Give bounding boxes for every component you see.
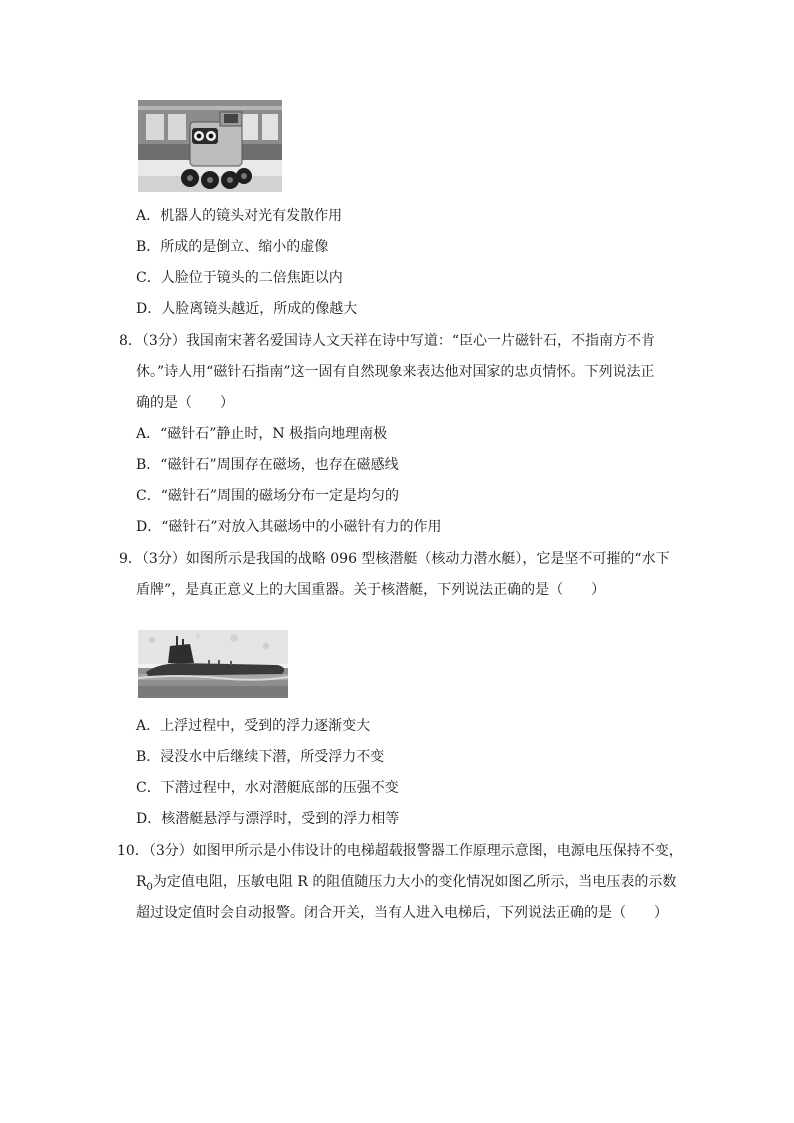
q8-option-d: D．“磁针石”对放入其磁场中的小磁针有力的作用 <box>136 519 442 535</box>
robot-image <box>138 100 282 192</box>
submarine-image <box>138 630 288 698</box>
q7-option-d: D．人脸离镜头越近，所成的像越大 <box>136 301 358 317</box>
q8-option-c: C．“磁针石”周围的磁场分布一定是均匀的 <box>136 488 400 504</box>
q9-option-b: B．浸没水中后继续下潜，所受浮力不变 <box>136 749 385 765</box>
q8-stem-line-1: 8．（3分）我国南宋著名爱国诗人文天祥在诗中写道：“臣心一片磁针石，不指南方不肯 <box>119 333 655 349</box>
robot-figure <box>138 100 282 192</box>
q10-stem-line-2-text: 为定值电阻，压敏电阻 R 的阻值随压力大小的变化情况如图乙所示，当电压表的示数 <box>152 874 677 890</box>
q7-option-b: B．所成的是倒立、缩小的虚像 <box>136 239 329 255</box>
q10-stem-line-1: 10．（3分）如图甲所示是小伟设计的电梯超载报警器工作原理示意图，电源电压保持不变， <box>117 843 683 859</box>
q10-stem-line-2 <box>136 872 676 898</box>
q7-option-c: C．人脸位于镜头的二倍焦距以内 <box>136 270 343 286</box>
q8-option-a: A．“磁针石”静止时，N 极指向地理南极 <box>136 426 388 442</box>
q9-option-c: C．下潜过程中，水对潜艇底部的压强不变 <box>136 780 399 796</box>
q9-stem-line-2: 盾牌”，是真正意义上的大国重器。关于核潜艇，下列说法正确的是（ ） <box>136 582 606 598</box>
q10-stem-line-3: 超过设定值时会自动报警。闭合开关，当有人进入电梯后，下列说法正确的是（ ） <box>136 905 668 921</box>
q10-r-symbol: R <box>136 874 147 890</box>
q8-stem-line-2: 休。”诗人用“磁针石指南”这一固有自然现象来表达他对国家的忠贞情怀。下列说法正 <box>136 364 655 380</box>
q8-stem-line-3: 确的是（ ） <box>136 395 234 411</box>
q9-option-a: A．上浮过程中，受到的浮力逐渐变大 <box>136 718 371 734</box>
submarine-figure <box>138 630 288 698</box>
q10-r-subscript: 0 <box>146 881 153 893</box>
q9-stem-line-1: 9．（3分）如图所示是我国的战略 096 型核潜艇（核动力潜水艇），它是坚不可摧的“水下 <box>119 551 670 567</box>
q9-option-d: D．核潜艇悬浮与漂浮时，受到的浮力相等 <box>136 811 400 827</box>
q7-option-a: A．机器人的镜头对光有发散作用 <box>136 208 343 224</box>
q8-option-b: B．“磁针石”周围存在磁场，也存在磁感线 <box>136 457 399 473</box>
